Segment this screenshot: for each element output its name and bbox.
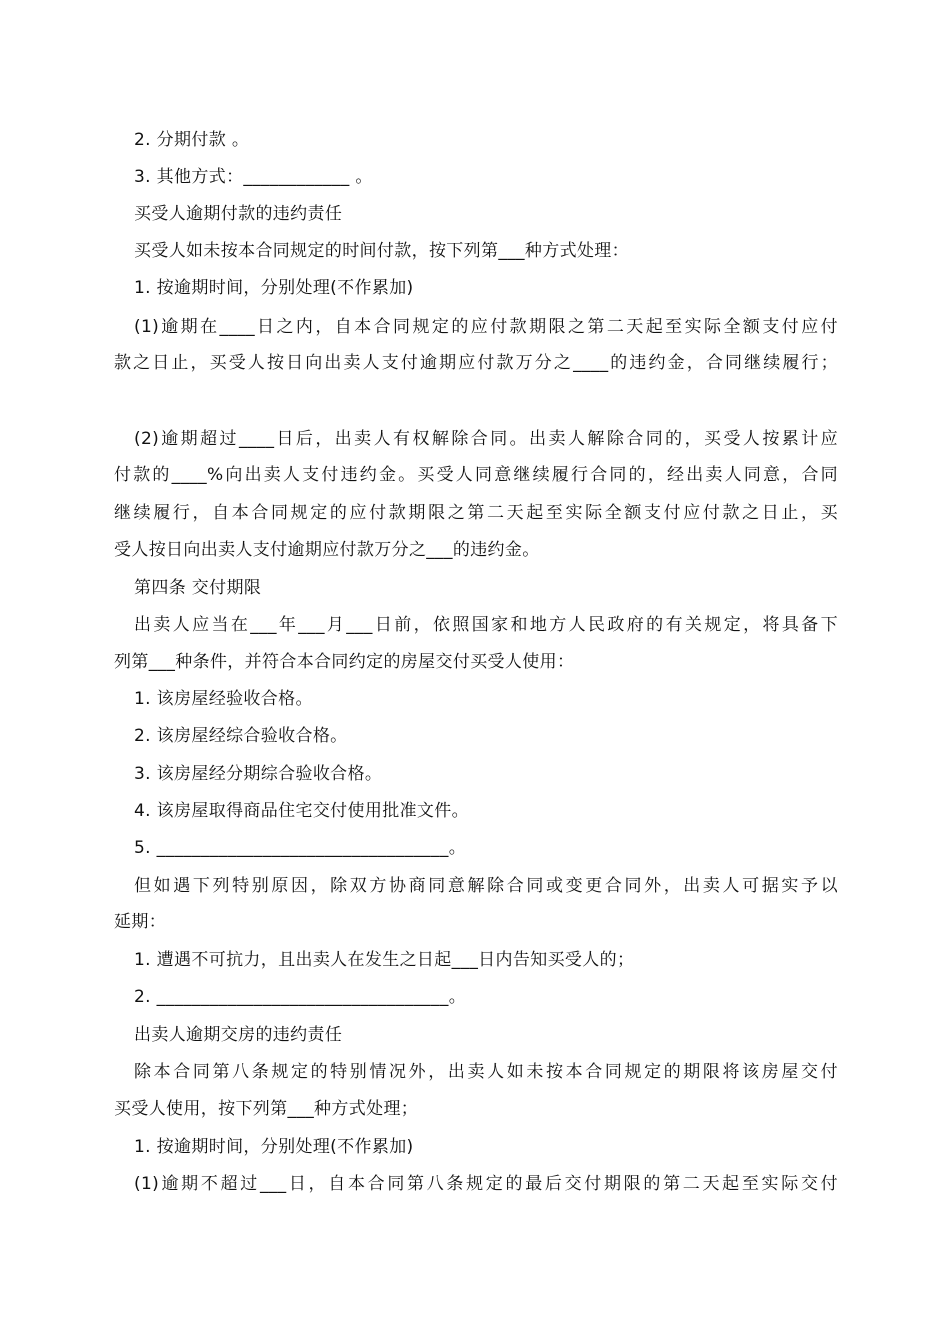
list-item: 1. 该房屋经验收合格。 — [134, 689, 313, 709]
list-item: 1. 遭遇不可抗力，且出卖人在发生之日起___日内告知买受人的； — [134, 950, 635, 970]
text-line: 除本合同第八条规定的特别情况外，出卖人如未按本合同规定的期限将该房屋交付 — [134, 1062, 838, 1082]
list-item: 1. 按逾期时间，分别处理(不作累加) — [134, 1137, 414, 1157]
text-line: 2. 分期付款 。 — [134, 130, 250, 150]
text-line: 3. 其他方式：____________ 。 — [134, 167, 373, 187]
list-item: 2. 该房屋经综合验收合格。 — [134, 726, 348, 746]
text-line: 延期： — [114, 912, 167, 932]
text-line: 出卖人逾期交房的违约责任 — [134, 1025, 343, 1045]
list-item: 3. 该房屋经分期综合验收合格。 — [134, 764, 383, 784]
list-item: 4. 该房屋取得商品住宅交付使用批准文件。 — [134, 801, 469, 821]
text-line: 1. 按逾期时间，分别处理(不作累加) — [134, 278, 414, 298]
text-line: 款之日止，买受人按日向出卖人支付逾期应付款万分之____的违约金，合同继续履行； — [114, 353, 838, 373]
text-line: 出卖人应当在___年___月___日前，依照国家和地方人民政府的有关规定，将具备下 — [134, 615, 838, 635]
text-line: 但如遇下列特别原因，除双方协商同意解除合同或变更合同外，出卖人可据实予以 — [134, 876, 838, 896]
text-line: (1)逾期在____日之内，自本合同规定的应付款期限之第二天起至实际全额支付应付 — [134, 317, 838, 337]
text-line: 付款的____%向出卖人支付违约金。买受人同意继续履行合同的，经出卖人同意，合同 — [114, 465, 838, 485]
list-item: 2. _________________________________。 — [134, 987, 467, 1007]
text-line: (1)逾期不超过___日，自本合同第八条规定的最后交付期限的第二天起至实际交付 — [134, 1174, 838, 1194]
text-line: 受人按日向出卖人支付逾期应付款万分之___的违约金。 — [114, 540, 540, 560]
text-line: 列第___种条件，并符合本合同约定的房屋交付买受人使用： — [114, 652, 575, 672]
text-line: (2)逾期超过____日后，出卖人有权解除合同。出卖人解除合同的，买受人按累计应 — [134, 429, 838, 449]
section-heading: 第四条 交付期限 — [134, 578, 262, 598]
text-line: 继续履行，自本合同规定的应付款期限之第二天起至实际全额支付应付款之日止，买 — [114, 503, 838, 523]
text-line: 买受人逾期付款的违约责任 — [134, 204, 343, 224]
list-item: 5. _________________________________。 — [134, 838, 467, 858]
text-line: 买受人如未按本合同规定的时间付款，按下列第___种方式处理： — [134, 241, 629, 261]
text-line: 买受人使用，按下列第___种方式处理； — [114, 1099, 419, 1119]
